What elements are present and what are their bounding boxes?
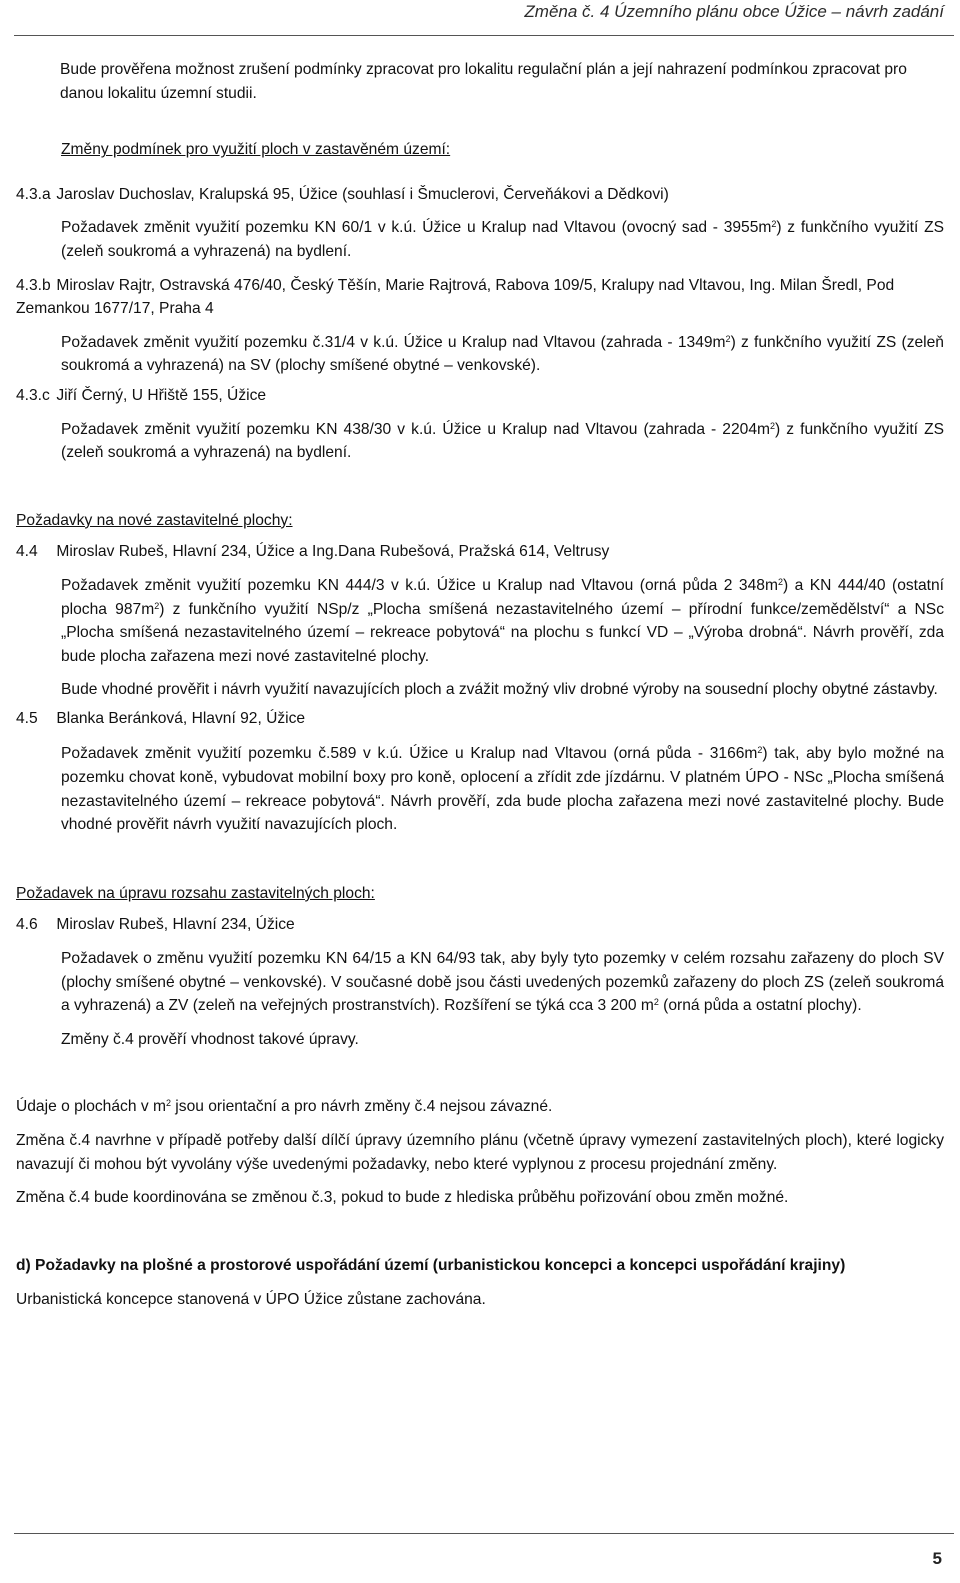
item-number: 4.3.b <box>16 276 51 294</box>
item-number: 4.5 <box>16 709 38 727</box>
header-divider <box>14 35 954 36</box>
item-title: Jiří Černý, U Hřiště 155, Úžice <box>56 386 267 404</box>
further-changes-paragraph: Změna č.4 navrhne v případě potřeby další dílčí úpravy územního plánu (včetně úpravy vymezení zastavitelných ploch), které logicky navazují či mohou být vyvolány výše uvedenými požadavky, nebo které vyplynou z procesu projednání změny. <box>16 1132 944 1173</box>
item-title: Jaroslav Duchoslav, Kralupská 95, Úžice (souhlasí i Šmuclerovi, Červeňákovi a Dědkovi) <box>56 185 669 203</box>
item-4-6-note: Změny č.4 prověří vhodnost takové úpravy. <box>61 1030 359 1048</box>
item-number: 4.3.c <box>16 386 50 404</box>
section-d-heading: d) Požadavky na plošné a prostorové uspořádání území (urbanistickou koncepci a koncepci uspořádání krajiny) <box>16 1256 846 1274</box>
item-4-4-title <box>16 540 944 564</box>
item-4-6-title <box>16 913 944 937</box>
built-area-heading: Změny podmínek pro využití ploch v zastavěném území: <box>61 141 451 159</box>
intro-paragraph: Bude prověřena možnost zrušení podmínky zpracovat pro lokalitu regulační plán a její nahrazení podmínkou zpracovat pro danou lokalitu územní studii. <box>60 61 907 102</box>
item-4-3-a-body: Požadavek změnit využití pozemku KN 60/1 v k.ú. Úžice u Kralup nad Vltavou (ovocný sad - $3955m^2$) z funkčního využití ZS (zeleň soukromá a vyhrazená) na bydlení. <box>61 219 944 260</box>
document-body <box>16 58 944 1312</box>
item-4-5-title <box>16 707 944 731</box>
running-header: Změna č. 4 Územního plánu obce Úžice – návrh zadání <box>524 2 944 21</box>
item-title: Miroslav Rubeš, Hlavní 234, Úžice a Ing.Dana Rubešová, Pražská 614, Veltrusy <box>56 543 610 561</box>
item-4-5-body: Požadavek změnit využití pozemku č.589 v k.ú. Úžice u Kralup nad Vltavou (orná půda - $3166m^2$) tak, aby bylo možné na pozemku chovat koně, vybudovat mobilní boxy pro koně, oplocení a zřídit zde jízdárnu. V platném ÚPO - NSc „Plocha smíšená nezastavitelného území – rekreace pobytová“. Návrh prověří, zda bude plocha zařazena mezi nové zastavitelné plochy. Bude vhodné prověřit návrh využití navazujících ploch. <box>61 745 944 834</box>
item-4-4-note: Bude vhodné prověřit i návrh využití navazujících ploch a zvážit možný vliv drobné výroby na sousední plochy obytné zástavby. <box>61 681 938 699</box>
coordination-paragraph: Změna č.4 bude koordinována se změnou č.3, pokud to bude z hlediska průběhu pořizování obou změn možné. <box>16 1189 789 1207</box>
item-title: Miroslav Rubeš, Hlavní 234, Úžice <box>56 916 295 934</box>
item-4-4-body: Požadavek změnit využití pozemku KN 444/3 v k.ú. Úžice u Kralup nad Vltavou (orná půda 2 $348m^2$) a KN 444/40 (ostatní plocha $987m^2$) z funkčního využití NSp/z „Plocha smíšená nezastavitelného území – přírodní funkce/zemědělství“ a NSc „Plocha smíšená nezastavitelného území – rekreace pobytová“ na plochu s funkcí VD – „Výroba drobná“. Návrh prověří, zda bude plocha zařazena mezi nové zastavitelné plochy. <box>61 576 945 665</box>
item-number: 4.3.a <box>16 185 51 203</box>
item-number: 4.6 <box>16 916 38 934</box>
item-4-3-b-body: Požadavek změnit využití pozemku č.31/4 v k.ú. Úžice u Kralup nad Vltavou (zahrada - $1349m^2$) z funkčního využití ZS (zeleň soukromá a vyhrazená) na SV (plochy smíšené obytné – venkovské). <box>61 333 944 375</box>
areas-disclaimer: Údaje o plochách v $m^2$ jsou orientační a pro návrh změny č.4 nejsou závazné. <box>16 1098 553 1116</box>
footer-divider <box>14 1533 954 1534</box>
item-title: Blanka Beránková, Hlavní 92, Úžice <box>56 709 306 727</box>
urban-concept-paragraph: Urbanistická koncepce stanovená v ÚPO Úžice zůstane zachována. <box>16 1291 486 1309</box>
item-4-3-c-title <box>16 384 944 408</box>
item-4-3-a-title <box>16 183 944 207</box>
item-title: Miroslav Rajtr, Ostravská 476/40, Český Těšín, Marie Rajtrová, Rabova 109/5, Kralupy nad Vltavou, Ing. Milan Šredl, Pod Zemankou 1677/17, Praha 4 <box>16 276 895 318</box>
page-number: 5 <box>932 1549 942 1568</box>
new-areas-heading: Požadavky na nové zastavitelné plochy: <box>16 511 293 529</box>
item-number: 4.4 <box>16 543 38 561</box>
item-4-6-body: Požadavek o změnu využití pozemku KN 64/15 a KN 64/93 tak, aby byly tyto pozemky v celém rozsahu zařazeny do ploch SV (plochy smíšené obytné – venkovské). V současné době jsou části uvedených pozemků zařazeny do ploch ZS (zeleň soukromá a vyhrazená) a ZV (zeleň na veřejných prostranstvích). Rozšíření se týká cca 3 200 $m^2$ (orná půda a ostatní plochy). <box>61 950 944 1015</box>
item-4-3-b-title <box>16 274 944 321</box>
item-4-3-c-body: Požadavek změnit využití pozemku KN 438/30 v k.ú. Úžice u Kralup nad Vltavou (zahrada - $2204m^2$) z funkčního využití ZS (zeleň soukromá a vyhrazená) na bydlení. <box>61 420 945 462</box>
extent-heading: Požadavek na úpravu rozsahu zastavitelných ploch: <box>16 884 375 902</box>
